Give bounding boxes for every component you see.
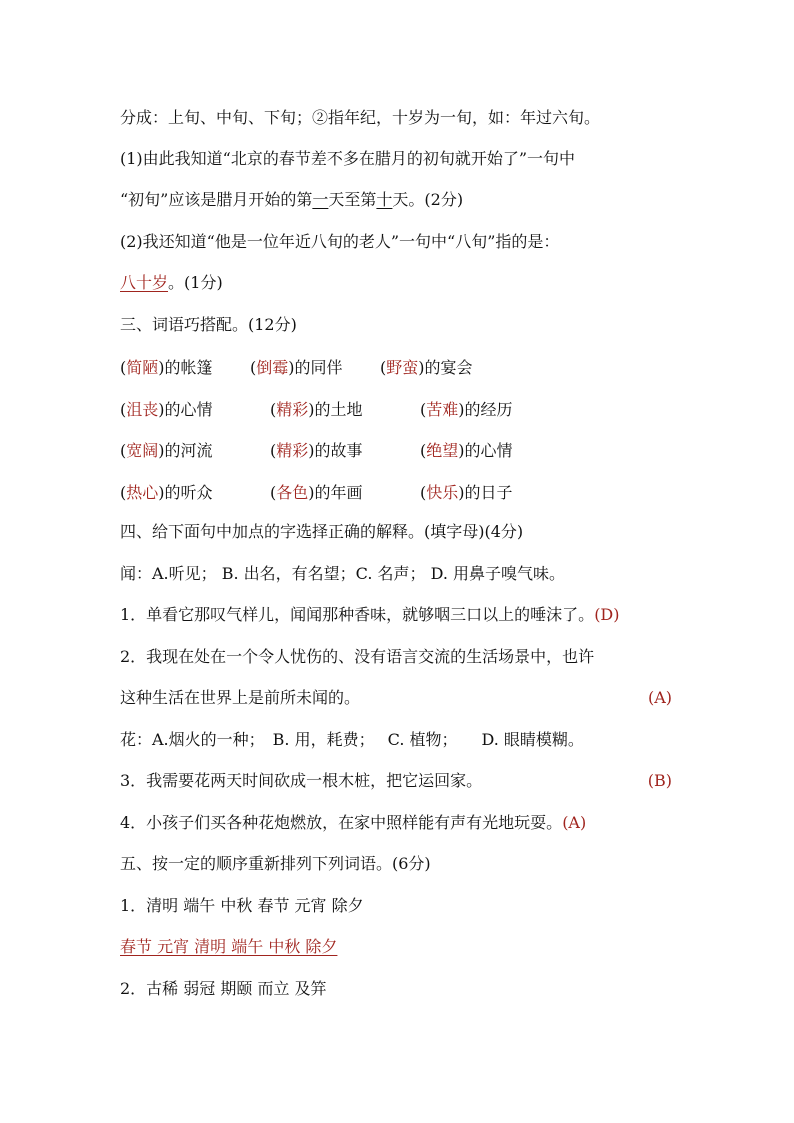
section-4-question-1 (120, 604, 620, 626)
question-2-line-1: (2)我还知道“他是一位年近八旬的老人”一句中“八旬”指的是： (120, 232, 560, 251)
hua-definitions: 花：A.烟火的一种； B. 用，耗费； C. 植物； D. 眼睛模糊。 (120, 730, 584, 749)
q1-text-mid: 天至第 (328, 190, 377, 209)
section-5-question-1: 1．清明 端午 中秋 春节 元宵 除夕 (120, 896, 364, 915)
match-item: (绝望)的心情 (420, 441, 513, 460)
section-5-question-2: 2．古稀 弱冠 期颐 而立 及笄 (120, 979, 327, 998)
match-item: (简陋)的帐篷 (120, 358, 213, 377)
section-4-question-2-line-1: 2．我现在处在一个令人忧伤的、没有语言交流的生活场景中，也许 (120, 647, 595, 666)
q1-text-pre: “初旬”应该是腊月开始的第 (120, 190, 313, 209)
match-item: (精彩)的故事 (270, 441, 363, 460)
section-4-question-4 (120, 812, 586, 834)
match-item: (精彩)的土地 (270, 400, 363, 419)
s4-q1-answer: (D) (594, 605, 620, 624)
s4-q4-text: 4．小孩子们买各种花炮燃放，在家中照样能有声有光地玩耍。 (120, 813, 563, 832)
s4-q3-answer: (B) (647, 771, 672, 790)
match-item: (宽阔)的河流 (120, 441, 213, 460)
match-item: (苦难)的经历 (420, 400, 513, 419)
match-item: (各色)的年画 (270, 483, 363, 502)
section-4-question-2-line-2: 这种生活在世界上是前所未闻的。 (120, 688, 361, 707)
q2-answer: 八十岁 (120, 273, 169, 292)
section-5-title: 五、按一定的顺序重新排列下列词语。(6分) (120, 854, 431, 873)
s4-q4-answer: (A) (562, 813, 587, 832)
question-1-line-2 (120, 189, 463, 211)
match-item: (倒霉)的同伴 (250, 358, 343, 377)
q1-answer-b: 十 (376, 190, 393, 209)
section-4-question-3: 3．我需要花两天时间砍成一根木桩，把它运回家。 (120, 771, 483, 790)
match-item: (快乐)的日子 (420, 483, 513, 502)
q1-text-post: 天。(2分) (392, 190, 464, 209)
match-item: (沮丧)的心情 (120, 400, 213, 419)
q1-answer-a: 一 (312, 190, 329, 209)
match-item: (热心)的听众 (120, 483, 213, 502)
question-1-line-1: (1)由此我知道“北京的春节差不多在腊月的初旬就开始了”一句中 (120, 149, 576, 168)
section-3-title: 三、词语巧搭配。(12分) (120, 315, 297, 334)
wen-definitions: 闻：A.听见； B. 出名，有名望；C. 名声； D. 用鼻子嗅气味。 (120, 564, 566, 583)
text-line-1: 分成：上旬、中旬、下旬；②指年纪，十岁为一旬，如：年过六旬。 (120, 108, 601, 127)
s4-q2-answer: (A) (647, 688, 672, 707)
match-item: (野蛮)的宴会 (380, 358, 473, 377)
q2-text-post: 。(1分) (168, 273, 223, 292)
section-5-question-1-answer: 春节 元宵 清明 端午 中秋 除夕 (120, 937, 338, 956)
section-4-title: 四、给下面句中加点的字选择正确的解释。(填字母)(4分) (120, 522, 524, 541)
question-2-line-2 (120, 272, 223, 294)
s4-q1-text: 1．单看它那叹气样儿，闻闻那种香味，就够咽三口以上的唾沫了。 (120, 605, 595, 624)
